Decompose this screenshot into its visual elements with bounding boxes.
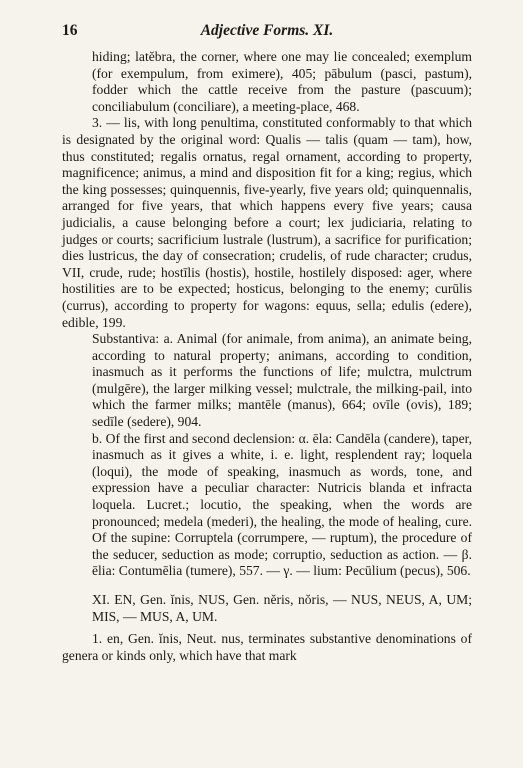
- page-number: 16: [62, 22, 78, 39]
- paragraph-substantiva: Substantiva: a. Animal (for animale, from anima), an animate being, according to natural property; animans, according to condition, inasmuch as it performs the functions of life; mulctra, mulctrum (mulgēre), the larger milking vessel; mulctrale, the milking-pail, into which the farmer milks; mantēle (manus), 664; ovīle (ovis), 189; sedīle (sedere), 904.: [92, 331, 472, 430]
- paragraph-xi-1: 1. en, Gen. ĭnis, Neut. nus, terminates substantive denominations of genera or kinds only, which have that mark: [62, 631, 472, 663]
- page-header: [62, 22, 472, 42]
- paragraph-declension-b: b. Of the first and second declension: α. ēla: Candēla (candere), taper, inasmuch as it gives a white, i. e. light, resplendent ray; loquela (loqui), the mode of speaking, inasmuch as words, tone, and expression have a peculiar character: Nutricis blanda et infracta loquela. Lucret.; locutio, the speaking, when the words are pronounced; medela (mederi), the healing, the mode of healing, cure. Of the supine: Corruptela (corrumpere, — ruptum), the procedure of the seducer, seduction as mode; corruptio, seduction as action. — β. ēlia: Contumēlia (tumere), 557. — γ. — lium: Pecūlium (pecus), 506.: [92, 430, 472, 579]
- body-text: [62, 49, 472, 664]
- paragraph-continuation: hiding; latĕbra, the corner, where one may lie concealed; exemplum (for exempulum, from eximere), 405; pābulum (pasci, pastum), fodder which the cattle receive from the pasture (pascuum); conciliabulum (conciliare), a meeting-place, 468.: [92, 49, 472, 114]
- paragraph-section-3: 3. — lis, with long penultima, constituted conformably to that which is designated by the original word: Qualis — talis (quam — tam), how, thus constituted; regalis ornatus, regal ornament, according to property, magnificence; animus, a mind and disposition fit for a king; regius, which the king possesses; quinquennis, five-yearly, five years old; quinquennalis, arranged for five years, that which happens every five years; causa judicialis, a cause belonging before a court; lex judiciaria, relating to judges or courts; sacrificium lustrale (lustrum), a sacrifice for purification; dies lustricus, the day of consecration; crudelis, of rude character; crudus, VII, crude, rude; hostīlis (hostis), hostile, hostilely disposed: ager, where hostilities are to be expected; hosticus, belonging to the enemy; curūlis (currus), according to property for wagons: equus, sella; edulis (edere), edible, 199.: [62, 115, 472, 330]
- section-heading-xi: XI. EN, Gen. ĭnis, NUS, Gen. nĕris, nŏris, — NUS, NEUS, A, UM; MIS, — MUS, A, UM.: [92, 592, 472, 624]
- running-head: Adjective Forms. XI.: [200, 22, 334, 39]
